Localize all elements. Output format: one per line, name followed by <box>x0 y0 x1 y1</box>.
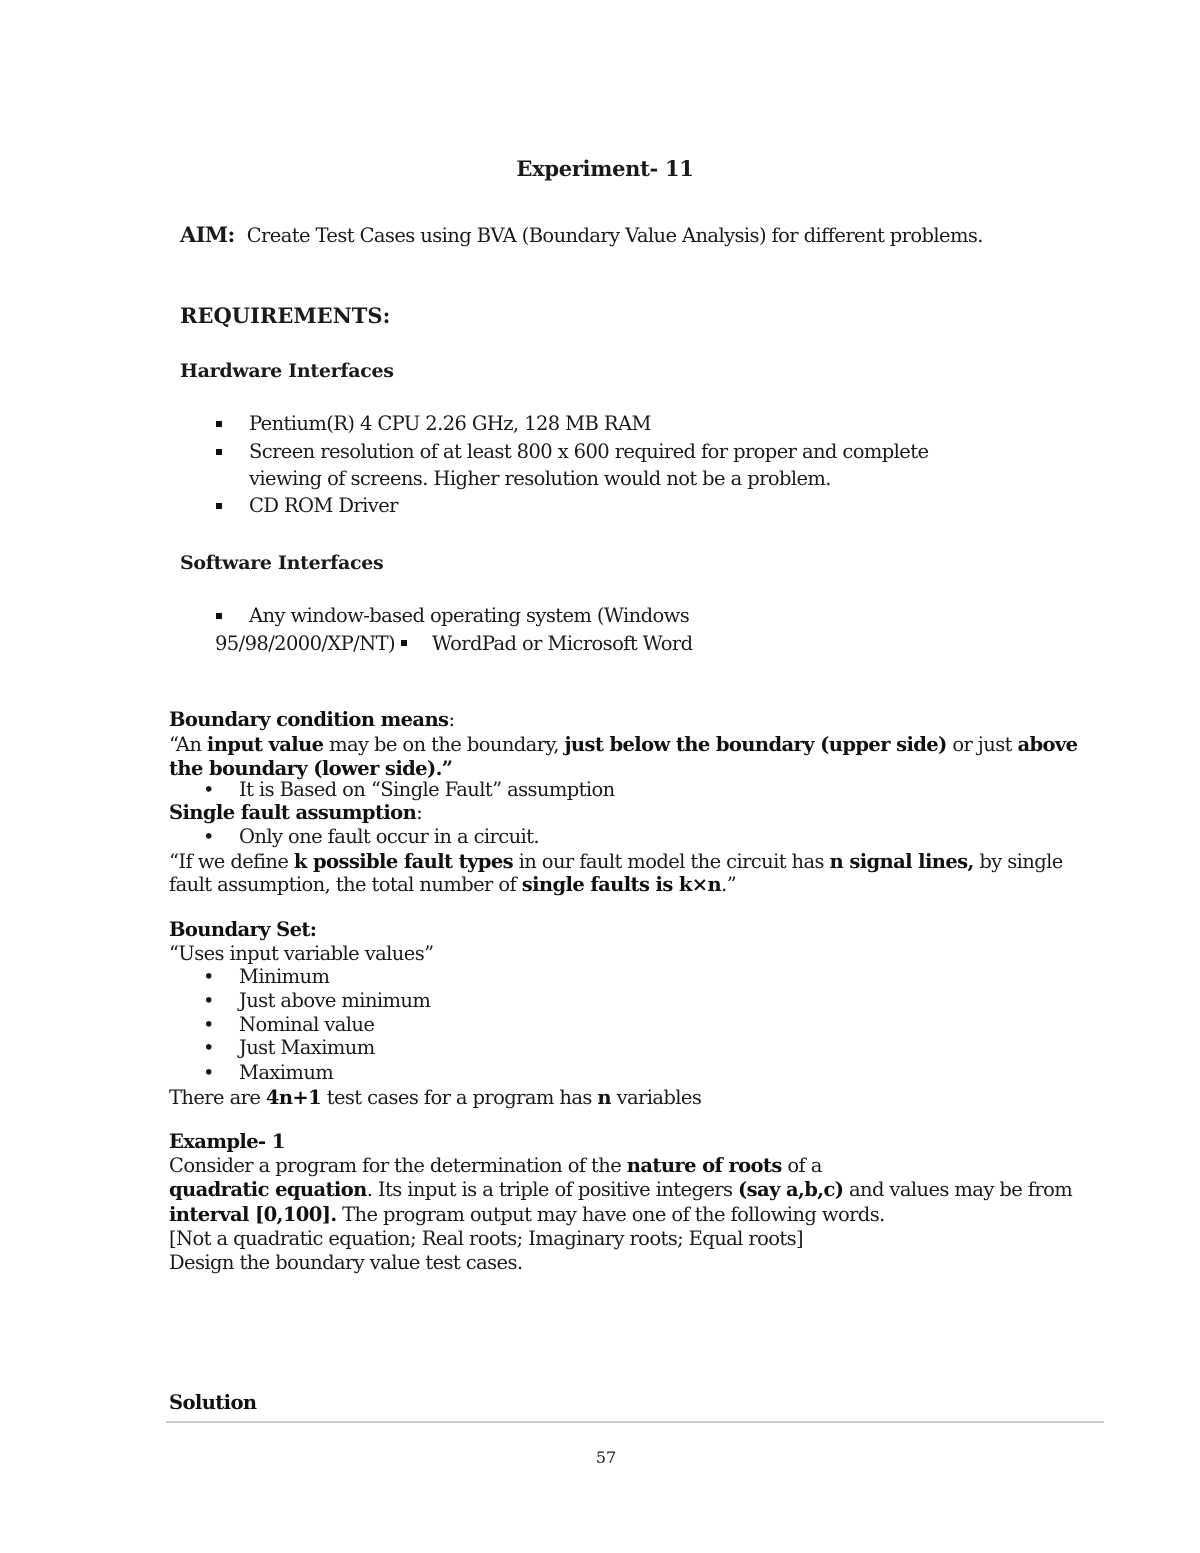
text: .” <box>721 873 737 896</box>
text: . Its input is a triple of positive integers <box>366 1178 739 1201</box>
boundary-set-item: Nominal value <box>239 1013 375 1036</box>
boundary-condition-definition <box>169 733 1077 756</box>
single-fault-note: Only one fault occur in a circuit. <box>239 825 540 848</box>
boundary-set-item: Maximum <box>239 1061 334 1084</box>
text: The program output may have one of the following words. <box>336 1203 885 1226</box>
text: variables <box>610 1086 702 1109</box>
software-item-os-versions: 95/98/2000/XP/NT) <box>215 632 396 655</box>
example-task: Design the boundary value test cases. <box>169 1251 523 1274</box>
solution-title: Solution <box>169 1391 257 1414</box>
bullet-dot-icon: • <box>203 1061 214 1084</box>
emphasis: 4n+1 <box>265 1086 322 1109</box>
bullet-dot-icon: • <box>203 989 214 1012</box>
emphasis: just below the boundary (upper side) <box>564 733 947 756</box>
solution-heading <box>169 1391 256 1414</box>
text: in our fault model the circuit has <box>513 850 830 873</box>
text: fault assumption, the total number of <box>169 873 522 896</box>
software-bullet-icon <box>216 613 222 619</box>
emphasis: (say a,b,c) <box>738 1178 844 1201</box>
bullet-dot-icon: • <box>203 825 214 848</box>
text: test cases for a program has <box>321 1086 598 1109</box>
emphasis: input value <box>206 733 324 756</box>
emphasis: nature of roots <box>626 1154 782 1177</box>
bullet-dot-icon: • <box>203 1013 214 1036</box>
bullet-dot-icon: • <box>203 1036 214 1059</box>
hardware-bullet-icon <box>216 421 222 427</box>
example-text-line <box>169 1154 822 1177</box>
software-item <box>215 632 693 655</box>
text: and values may be from <box>843 1178 1073 1201</box>
page-title: Experiment- 11 <box>516 156 694 181</box>
hardware-item: Pentium(R) 4 CPU 2.26 GHz, 128 MB RAM <box>249 412 651 435</box>
software-item: Any window-based operating system (Windows <box>249 604 690 627</box>
text: Consider a program for the determination of the <box>169 1154 627 1177</box>
page-number: 57 <box>595 1448 617 1467</box>
boundary-set-item: Minimum <box>239 965 330 988</box>
emphasis: k possible fault types <box>293 850 514 873</box>
software-heading: Software Interfaces <box>180 552 384 574</box>
aim-line <box>180 222 983 247</box>
text: or just <box>946 733 1018 756</box>
text: “An <box>169 733 207 756</box>
example-heading <box>169 1130 285 1153</box>
example-title: Example- 1 <box>169 1130 285 1153</box>
aim-label: AIM: <box>180 222 235 247</box>
emphasis: n <box>597 1086 611 1109</box>
software-item-editor: WordPad or Microsoft Word <box>432 632 693 655</box>
boundary-set-item: Just Maximum <box>239 1036 375 1059</box>
aim-text: Create Test Cases using BVA (Boundary Value Analysis) for different problems. <box>246 224 983 247</box>
emphasis: above <box>1017 733 1078 756</box>
boundary-set-term: Boundary Set: <box>169 918 317 941</box>
single-fault-heading <box>169 801 422 824</box>
hardware-bullet-icon <box>216 503 222 509</box>
emphasis: the boundary (lower side).” <box>169 757 453 780</box>
example-text-line <box>169 1178 1072 1201</box>
footer-divider <box>166 1421 1104 1423</box>
boundary-set-item: Just above minimum <box>239 989 431 1012</box>
boundary-set-summary <box>169 1086 701 1109</box>
bullet-dot-icon: • <box>203 778 214 801</box>
colon: : <box>448 708 455 731</box>
boundary-condition-definition-end <box>169 757 452 780</box>
hardware-bullet-icon <box>216 449 222 455</box>
boundary-set-heading <box>169 918 316 941</box>
emphasis: quadratic equation <box>169 1178 367 1201</box>
text: There are <box>169 1086 266 1109</box>
hardware-item: Screen resolution of at least 800 x 600 required for proper and complete <box>249 440 929 463</box>
text: “If we define <box>169 850 294 873</box>
bullet-dot-icon: • <box>203 965 214 988</box>
emphasis: interval [0,100]. <box>169 1203 337 1226</box>
boundary-condition-term: Boundary condition means <box>169 708 449 731</box>
boundary-set-quote: “Uses input variable values” <box>169 942 434 965</box>
example-outputs: [Not a quadratic equation; Real roots; Imaginary roots; Equal roots] <box>169 1227 804 1250</box>
single-fault-definition <box>169 850 1063 873</box>
software-bullet-icon <box>401 640 407 646</box>
text: of a <box>781 1154 822 1177</box>
boundary-condition-heading <box>169 708 454 731</box>
requirements-heading: REQUIREMENTS: <box>180 303 391 328</box>
hardware-heading: Hardware Interfaces <box>180 360 394 382</box>
colon: : <box>416 801 423 824</box>
boundary-condition-note: It is Based on “Single Fault” assumption <box>239 778 615 801</box>
emphasis: n signal lines, <box>829 850 974 873</box>
emphasis: single faults is k×n <box>521 873 722 896</box>
single-fault-definition-end <box>169 873 736 896</box>
example-text-line <box>169 1203 885 1226</box>
hardware-item: CD ROM Driver <box>249 494 398 517</box>
single-fault-term: Single fault assumption <box>169 801 417 824</box>
text: by single <box>973 850 1063 873</box>
text: may be on the boundary, <box>323 733 565 756</box>
hardware-item-continued: viewing of screens. Higher resolution would not be a problem. <box>249 467 831 490</box>
